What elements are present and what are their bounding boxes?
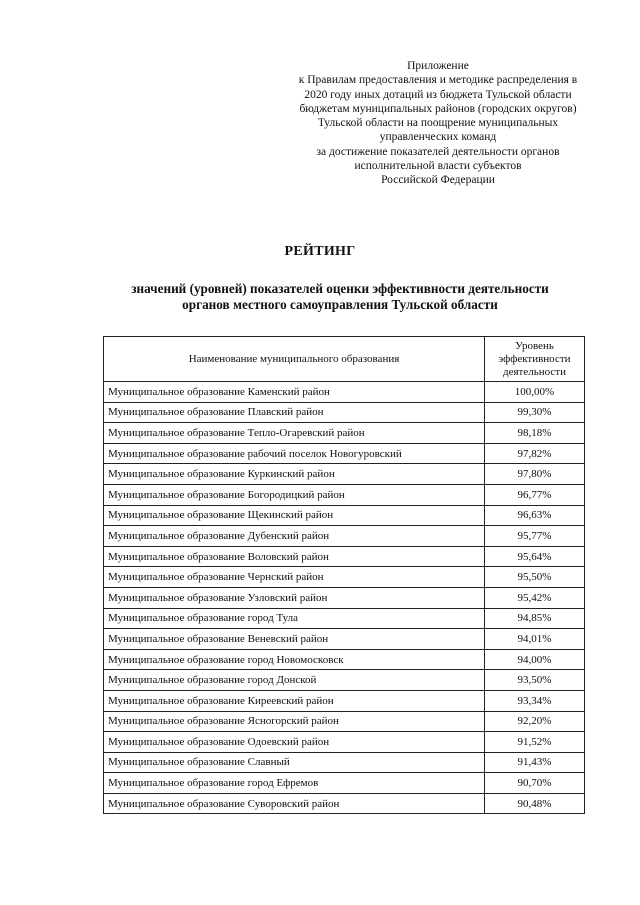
efficiency-value: 92,20% [485,711,585,732]
document-title: РЕЙТИНГ [284,244,356,259]
efficiency-value: 99,30% [485,402,585,423]
municipality-name: Муниципальное образование Веневский район [104,629,485,650]
municipality-name: Муниципальное образование Плавский район [104,402,485,423]
table-row [104,732,585,753]
table-row [104,670,585,691]
header-line: Уровень [515,339,554,352]
municipality-name: Муниципальное образование Чернский район [104,567,485,588]
efficiency-value: 95,64% [485,546,585,567]
municipality-name: Муниципальное образование Богородицкий район [104,484,485,505]
table-row [104,526,585,547]
appendix-line: Приложение [407,60,469,72]
subtitle-line: значений (уровней) показателей оценки эффективности деятельности [131,281,549,296]
table-row [104,793,585,814]
header-line: эффективности [498,352,571,365]
municipality-name: Муниципальное образование Узловский район [104,587,485,608]
table-row [104,402,585,423]
municipality-name: Муниципальное образование Тепло-Огаревский район [104,423,485,444]
municipality-name: Муниципальное образование город Новомосковск [104,649,485,670]
municipality-name: Муниципальное образование Ясногорский район [104,711,485,732]
appendix-note [282,59,594,188]
efficiency-value: 90,70% [485,773,585,794]
appendix-line: к Правилам предоставления и методике распределения в [298,74,578,87]
efficiency-value: 91,52% [485,732,585,753]
efficiency-value: 95,42% [485,587,585,608]
municipality-name: Муниципальное образование Каменский район [104,382,485,403]
appendix-line: исполнительной власти субъектов [354,160,522,173]
efficiency-value: 91,43% [485,752,585,773]
table-row [104,690,585,711]
appendix-line: 2020 году иных дотаций из бюджета Тульской области [304,88,572,101]
municipality-name: Муниципальное образование Куркинский район [104,464,485,485]
table-row [104,608,585,629]
municipality-name: Муниципальное образование город Тула [104,608,485,629]
efficiency-value: 98,18% [485,423,585,444]
efficiency-value: 95,50% [485,567,585,588]
efficiency-value: 93,34% [485,690,585,711]
efficiency-value: 93,50% [485,670,585,691]
efficiency-value: 96,77% [485,484,585,505]
appendix-line: бюджетам муниципальных районов (городских округов) [299,102,577,115]
municipality-name: Муниципальное образование Одоевский район [104,732,485,753]
column-header-level [485,337,585,382]
efficiency-value: 94,00% [485,649,585,670]
efficiency-value: 94,01% [485,629,585,650]
municipality-name: Муниципальное образование город Ефремов [104,773,485,794]
municipality-name: Муниципальное образование Воловский район [104,546,485,567]
efficiency-value: 94,85% [485,608,585,629]
table-row [104,443,585,464]
table-row [104,423,585,444]
table-row [104,546,585,567]
efficiency-value: 90,48% [485,793,585,814]
municipality-name: Муниципальное образование Дубенский район [104,526,485,547]
table-row [104,752,585,773]
column-header-name: Наименование муниципального образования [104,337,485,382]
efficiency-value: 96,63% [485,505,585,526]
municipality-name: Муниципальное образование город Донской [104,670,485,691]
efficiency-value: 97,82% [485,443,585,464]
table-row [104,484,585,505]
table-row [104,711,585,732]
municipality-name: Муниципальное образование Славный [104,752,485,773]
municipality-name: Муниципальное образование Щекинский район [104,505,485,526]
table-row [104,464,585,485]
efficiency-value: 100,00% [485,382,585,403]
document-subtitle [60,281,620,313]
table-row [104,649,585,670]
table-header-row [104,337,585,382]
table-row [104,773,585,794]
efficiency-value: 97,80% [485,464,585,485]
header-line: деятельности [503,365,566,378]
municipality-name: Муниципальное образование рабочий поселок Новогуровский [104,443,485,464]
table-row [104,629,585,650]
appendix-line: Российской Федерации [381,174,495,187]
efficiency-value: 95,77% [485,526,585,547]
table-row [104,567,585,588]
table-body [104,382,585,814]
municipality-name: Муниципальное образование Суворовский район [104,793,485,814]
rating-table [103,336,585,814]
municipality-name: Муниципальное образование Киреевский район [104,690,485,711]
table-row [104,587,585,608]
appendix-line: за достижение показателей деятельности органов [316,145,560,158]
appendix-line: управленческих команд [379,131,497,144]
table-row [104,382,585,403]
appendix-line: Тульской области на поощрение муниципальных [317,117,559,130]
subtitle-line: органов местного самоуправления Тульской области [182,297,498,312]
table-row [104,505,585,526]
